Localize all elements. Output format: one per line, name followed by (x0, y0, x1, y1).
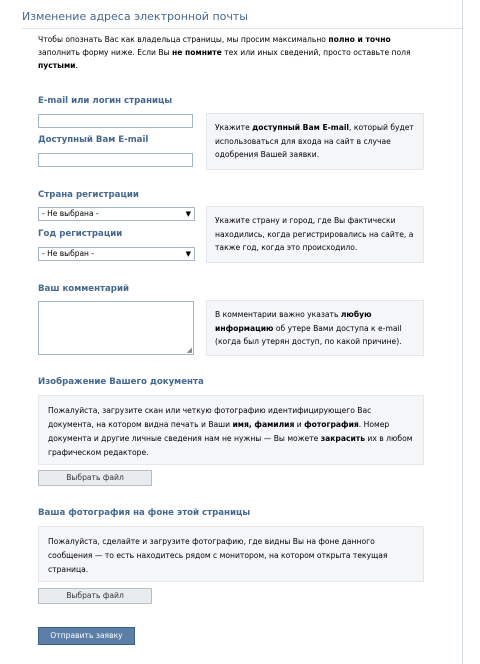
document-instructions: Пожалуйста, загрузите скан или четкую фотографию идентифицирующего Вас документа, на котором видна печать и Ваши имя, фамилия и фотография. Номер документа и другие личные сведения нам не нужны — Вы можете закрасить их в любом графическом редакторе. (38, 395, 424, 465)
email-login-label: E-mail или логин страницы (38, 96, 173, 106)
photo-label: Ваша фотография на фоне этой страницы (38, 508, 251, 518)
country-label: Страна регистрации (38, 190, 139, 200)
comment-textarea[interactable] (38, 301, 194, 355)
email-login-input[interactable] (38, 114, 193, 128)
available-email-input[interactable] (38, 153, 193, 167)
year-label: Год регистрации (38, 229, 123, 239)
comment-label: Ваш комментарий (38, 284, 129, 294)
registration-hint: Укажите страну и город, где Вы фактически находились, когда регистрировались на сайте, а также год, когда это происходило. (206, 206, 424, 263)
document-label: Изображение Вашего документа (38, 377, 204, 387)
photo-file-button[interactable]: Выбрать файл (38, 588, 152, 604)
page-title: Изменение адреса электронной почты (22, 10, 462, 29)
comment-hint: В комментарии важно указать любую информацию об утере Вами доступа к e-mail (когда был утерян доступ, по какой причине). (206, 300, 424, 356)
country-select-value: - Не выбрана - (42, 209, 99, 218)
available-email-label: Доступный Вам E-mail (38, 135, 149, 145)
intro-text: Чтобы опознать Вас как владельца страницы, мы просим максимально полно и точно заполнить форму ниже. Если Вы не помните тех или иных сведений, просто оставьте поля пустыми. (38, 35, 411, 70)
chevron-down-icon: ▼ (185, 210, 191, 218)
email-hint: Укажите доступный Вам E-mail, который будет использоваться для входа на сайт в случае одобрения Вашей заявки. (206, 113, 424, 170)
chevron-down-icon: ▼ (185, 250, 191, 258)
year-select-value: - Не выбран - (42, 249, 95, 258)
country-select[interactable] (38, 207, 195, 221)
submit-button[interactable]: Отправить заявку (38, 627, 135, 645)
photo-instructions: Пожалуйста, сделайте и загрузите фотографию, где видны Вы на фоне данного сообщения — то есть находитесь рядом с монитором, на котором открыта текущая страница. (38, 526, 424, 582)
document-file-button[interactable]: Выбрать файл (38, 470, 152, 486)
resize-grip-icon[interactable]: ◢ (186, 346, 192, 354)
year-select[interactable] (38, 247, 195, 261)
